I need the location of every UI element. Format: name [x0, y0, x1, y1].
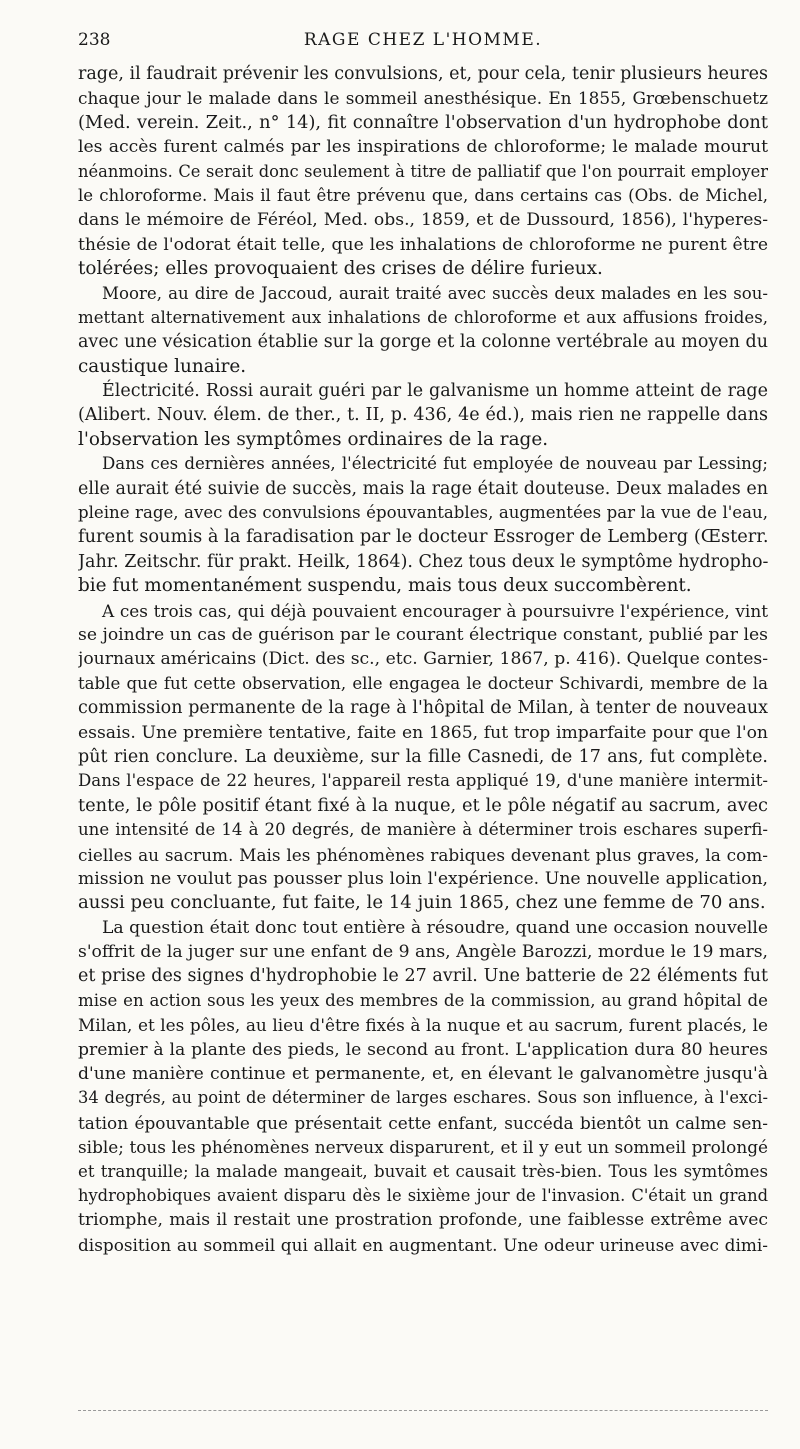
text-line: Électricité. Rossi aurait guéri par le galvanisme un homme atteint de rage [102, 381, 768, 402]
text-line: (Med. verein. Zeit., n° 14), fit connaître l'observation d'un hydrophobe dont [78, 111, 768, 133]
text-line: le chloroforme. Mais il faut être prévenu que, dans certains cas (Obs. de Michel, [78, 185, 768, 205]
text-line: sible; tous les phénomènes nerveux disparurent, et il y eut un sommeil prolongé [78, 1137, 768, 1158]
text-line: La question était donc tout entière à résoudre, quand une occasion nouvelle [102, 917, 768, 938]
text-line: avec une vésication établie sur la gorge et la colonne vertébrale au moyen du [78, 332, 768, 353]
text-line: Dans l'espace de 22 heures, l'appareil resta appliqué 19, d'une manière intermit- [78, 771, 768, 791]
text-line: pût rien conclure. La deuxième, sur la fille Casnedi, de 17 ans, fut complète. [78, 746, 768, 767]
text-line: table que fut cette observation, elle engagea le docteur Schivardi, membre de la [78, 673, 768, 693]
text-line: et tranquille; la malade mangeait, buvait et causait très-bien. Tous les symtômes [78, 1161, 768, 1181]
text-line: tente, le pôle positif étant fixé à la nuque, et le pôle négatif au sacrum, avec [78, 794, 768, 816]
text-line: d'une manière continue et permanente, et, en élevant le galvanomètre jusqu'à [78, 1064, 768, 1085]
text-line: l'observation les symptômes ordinaires de la rage. [78, 428, 549, 450]
text-line: (Alibert. Nouv. élem. de ther., t. II, p. 436, 4e éd.), mais rien ne rappelle dans [78, 405, 768, 426]
text-line: triomphe, mais il restait une prostration profonde, une faiblesse extrême avec [78, 1210, 768, 1231]
footer-rule [78, 1410, 768, 1411]
text-line: hydrophobiques avaient disparu dès le sixième jour de l'invasion. C'était un grand [78, 1185, 768, 1205]
text-line: les accès furent calmés par les inspirations de chloroforme; le malade mourut [78, 137, 768, 158]
text-line: mise en action sous les yeux des membres de la commission, au grand hôpital de [78, 990, 768, 1010]
text-line: journaux américains (Dict. des sc., etc. Garnier, 1867, p. 416). Quelque contes- [78, 649, 768, 670]
text-line: se joindre un cas de guérison par le courant électrique constant, publié par les [78, 624, 768, 645]
text-line: dans le mémoire de Féréol, Med. obs., 1859, et de Dussourd, 1856), l'hyperes- [78, 210, 768, 231]
text-line: chaque jour le malade dans le sommeil anesthésique. En 1855, Grœbenschuetz [78, 88, 768, 109]
text-line: pleine rage, avec des convulsions épouvantables, augmentées par la vue de l'eau, [78, 503, 768, 523]
text-line: bie fut momentanément suspendu, mais tous deux succombèrent. [78, 575, 692, 597]
text-line: disposition au sommeil qui allait en augmentant. Une odeur urineuse avec dimi- [78, 1234, 768, 1255]
text-line: une intensité de 14 à 20 degrés, de manière à déterminer trois eschares superfi- [78, 820, 768, 840]
text-line: néanmoins. Ce serait donc seulement à titre de palliatif que l'on pourrait employer [78, 161, 768, 181]
text-line: tolérées; elles provoquaient des crises de délire furieux. [78, 258, 603, 280]
text-line: essais. Une première tentative, faite en 1865, fut trop imparfaite pour que l'on [78, 722, 768, 743]
text-line: Dans ces dernières années, l'électricité fut employée de nouveau par Lessing; [102, 454, 768, 474]
text-line: caustique lunaire. [78, 355, 247, 377]
text-line: 34 degrés, au point de déterminer de larges eschares. Sous son influence, à l'exci- [78, 1088, 768, 1108]
text-line: s'offrit de la juger sur une enfant de 9 ans, Angèle Barozzi, mordue le 19 mars, [78, 942, 768, 963]
text-line: mettant alternativement aux inhalations de chloroforme et aux affusions froides, [78, 307, 768, 327]
body-text [78, 62, 768, 1257]
text-line: A ces trois cas, qui déjà pouvaient encourager à poursuivre l'expérience, vint [102, 600, 768, 621]
page-number: 238 [78, 30, 111, 50]
text-line: et prise des signes d'hydrophobie le 27 avril. Une batterie de 22 éléments fut [78, 966, 768, 987]
text-line: Jahr. Zeitschr. für prakt. Heilk, 1864). Chez tous deux le symptôme hydropho- [78, 551, 768, 572]
text-line: furent soumis à la faradisation par le docteur Essroger de Lemberg (Œsterr. [78, 526, 768, 548]
text-line: Moore, au dire de Jaccoud, aurait traité avec succès deux malades en les sou- [102, 283, 768, 303]
text-line: mission ne voulut pas pousser plus loin l'expérience. Une nouvelle application, [78, 868, 768, 889]
text-line: Milan, et les pôles, au lieu d'être fixés à la nuque et au sacrum, furent placés, le [78, 1015, 768, 1036]
running-head: RAGE CHEZ L'HOMME. [303, 30, 543, 50]
text-line: aussi peu concluante, fut faite, le 14 juin 1865, chez une femme de 70 ans. [78, 892, 766, 914]
text-line: cielles au sacrum. Mais les phénomènes rabiques devenant plus graves, la com- [78, 844, 768, 865]
text-line: tation épouvantable que présentait cette enfant, succéda bientôt un calme sen- [78, 1112, 768, 1133]
text-line: elle aurait été suivie de succès, mais la rage était douteuse. Deux malades en [78, 478, 768, 499]
text-line: rage, il faudrait prévenir les convulsions, et, pour cela, tenir plusieurs heures [78, 64, 768, 84]
text-line: thésie de l'odorat était telle, que les inhalations de chloroforme ne purent être [78, 234, 768, 255]
text-line: premier à la plante des pieds, le second au front. L'application dura 80 heures [78, 1039, 768, 1060]
page-header [78, 30, 768, 56]
text-line: commission permanente de la rage à l'hôpital de Milan, à tenter de nouveaux [78, 698, 768, 719]
